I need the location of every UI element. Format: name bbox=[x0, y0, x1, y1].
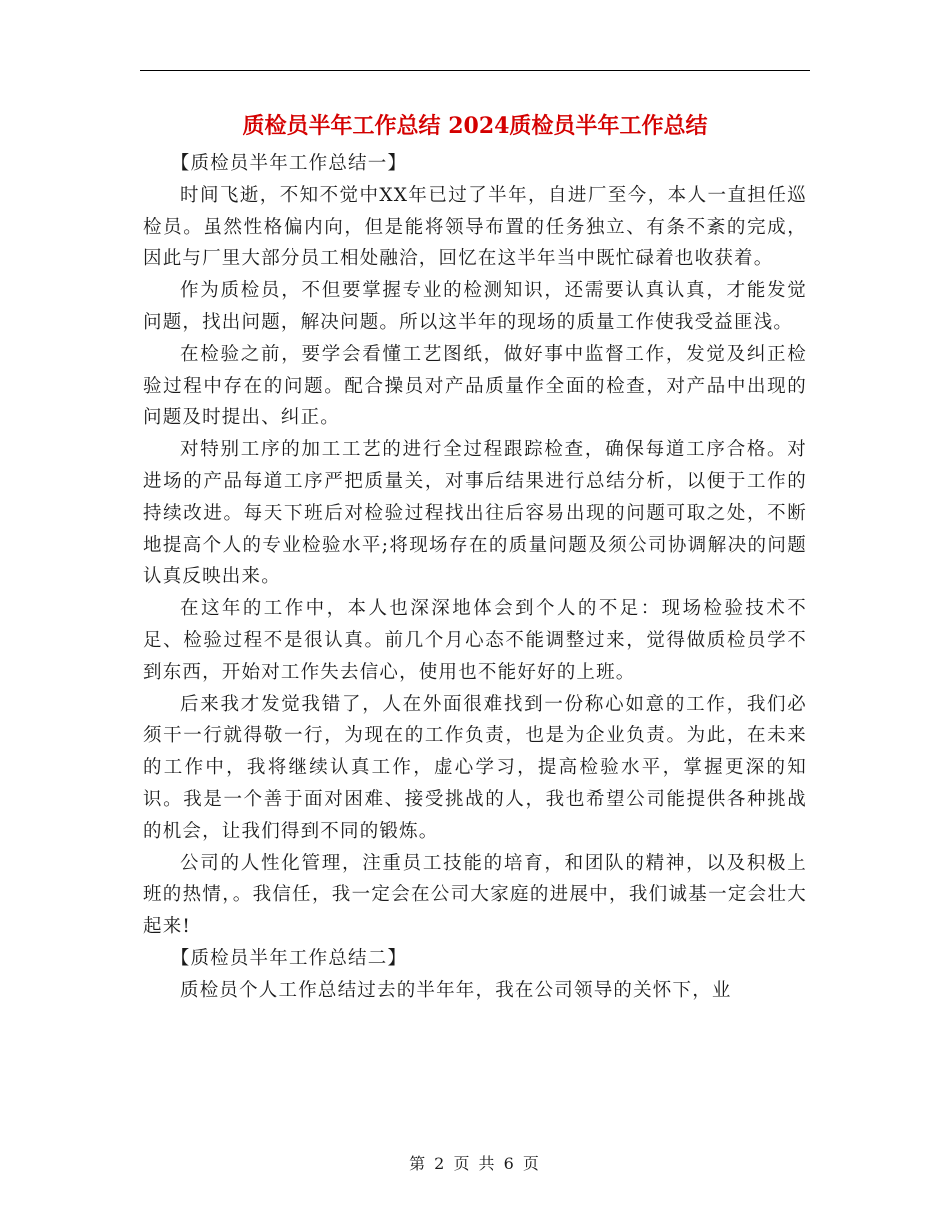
section-heading-2: 【质检员半年工作总结二】 bbox=[170, 947, 408, 969]
document-body bbox=[143, 148, 807, 1007]
paragraph: 公司的人性化管理，注重员工技能的培育，和团队的精神，以及积极上班的热情，。我信任，我一定会在公司大家庭的进展中，我们诚基一定会壮大起来! bbox=[143, 852, 807, 938]
paragraph: 后来我才发觉我错了，人在外面很难找到一份称心如意的工作，我们必须干一行就得敬一行，为现在的工作负责，也是为企业负责。为此，在未来的工作中，我将继续认真工作，虚心学习，提高检验水平，掌握更深的知识。我是一个善于面对困难、接受挑战的人，我也希望公司能提供各种挑战的机会，让我们得到不同的锻炼。 bbox=[143, 693, 807, 842]
header-rule bbox=[140, 70, 810, 71]
paragraph: 在这年的工作中，本人也深深地体会到个人的不足：现场检验技术不足、检验过程不是很认真。前几个月心态不能调整过来，觉得做质检员学不到东西，开始对工作失去信心，使用也不能好好的上班。 bbox=[143, 598, 807, 683]
paragraph: 对特别工序的加工工艺的进行全过程跟踪检查，确保每道工序合格。对进场的产品每道工序严把质量关，对事后结果进行总结分析，以便于工作的持续改进。每天下班后对检验过程找出往后容易出现的问题可取之处，不断地提高个人的专业检验水平;将现场存在的质量问题及须公司协调解决的问题认真反映出来。 bbox=[143, 439, 807, 588]
paragraph: 在检验之前，要学会看懂工艺图纸，做好事中监督工作，发觉及纠正检验过程中存在的问题。配合操员对产品质量作全面的检查，对产品中出现的问题及时提出、纠正。 bbox=[143, 343, 807, 429]
paragraph: 作为质检员，不但要掌握专业的检测知识，还需要认真认真，才能发觉问题，找出问题，解决问题。所以这半年的现场的质量工作使我受益匪浅。 bbox=[143, 280, 807, 333]
section-heading-1: 【质检员半年工作总结一】 bbox=[170, 153, 408, 174]
document-title: 质检员半年工作总结 2024质检员半年工作总结 bbox=[242, 113, 708, 139]
paragraph: 时间飞逝，不知不觉中XX年已过了半年，自进厂至今，本人一直担任巡检员。虽然性格偏内向，但是能将领导布置的任务独立、有条不紊的完成，因此与厂里大部分员工相处融洽，回忆在这半年当中既忙碌着也收获着。 bbox=[143, 184, 807, 270]
page-footer: 第 2 页 共 6 页 bbox=[409, 1154, 541, 1173]
paragraph: 质检员个人工作总结过去的半年年，我在公司领导的关怀下，业 bbox=[180, 979, 732, 1001]
